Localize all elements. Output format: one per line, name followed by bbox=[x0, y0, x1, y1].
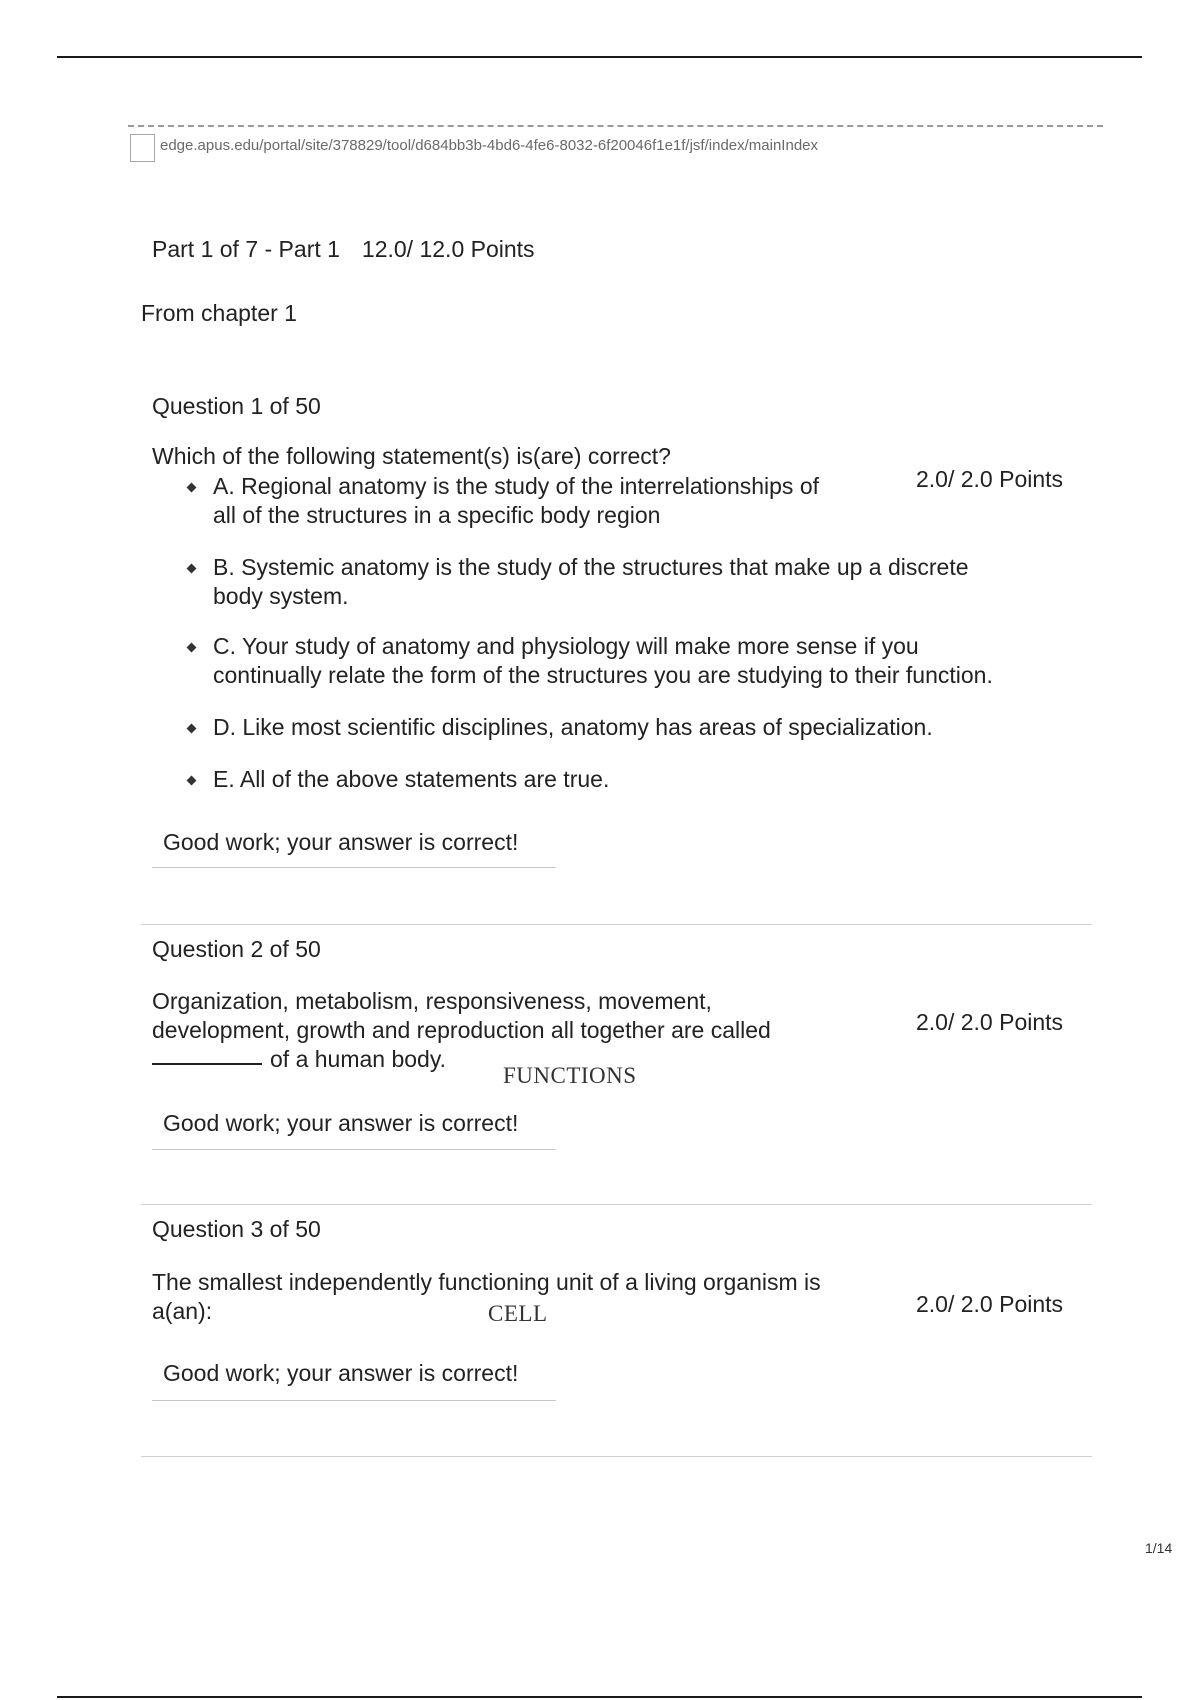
page-url[interactable]: edge.apus.edu/portal/site/378829/tool/d684bb3b-4bd6-4fe6-8032-6f20046f1e1f/jsf/index/mainIndex bbox=[160, 137, 819, 154]
question-2-text: Organization, metabolism, responsiveness, movement, development, growth and reproduction all together are called of a human body. bbox=[152, 988, 771, 1072]
question-1-feedback-underline bbox=[152, 867, 556, 868]
part-description: From chapter 1 bbox=[141, 300, 297, 326]
page-icon bbox=[130, 134, 155, 162]
part-title: Part 1 of 7 - Part 1 bbox=[152, 236, 340, 262]
question-separator bbox=[141, 1204, 1092, 1205]
question-3-points: 2.0/ 2.0 Points bbox=[916, 1291, 1064, 1317]
part-heading bbox=[152, 236, 535, 263]
question-separator bbox=[141, 924, 1092, 925]
question-2-points: 2.0/ 2.0 Points bbox=[916, 1009, 1064, 1035]
question-1-points: 2.0/ 2.0 Points bbox=[916, 466, 1064, 492]
page-cut-line bbox=[128, 125, 1103, 127]
question-3-feedback-underline bbox=[152, 1400, 556, 1401]
answer-blank bbox=[152, 1063, 262, 1065]
question-1-text: Which of the following statement(s) is(are) correct? bbox=[152, 443, 671, 469]
question-2-answer: FUNCTIONS bbox=[503, 1063, 637, 1088]
question-3-answer: CELL bbox=[488, 1301, 548, 1326]
question-separator bbox=[141, 1456, 1092, 1457]
question-2-feedback: Good work; your answer is correct! bbox=[163, 1110, 519, 1136]
page-number: 1/14 bbox=[1145, 1540, 1173, 1556]
page-top-rule bbox=[57, 56, 1142, 58]
question-2-header: Question 2 of 50 bbox=[152, 936, 321, 962]
question-3-header: Question 3 of 50 bbox=[152, 1216, 321, 1242]
page-bottom-rule bbox=[57, 1696, 1142, 1698]
part-points: 12.0/ 12.0 Points bbox=[361, 236, 535, 262]
question-3-text: The smallest independently functioning unit of a living organism is a(an): bbox=[152, 1269, 821, 1324]
question-2-feedback-underline bbox=[152, 1149, 556, 1150]
question-3-feedback: Good work; your answer is correct! bbox=[163, 1360, 519, 1386]
question-1-header: Question 1 of 50 bbox=[152, 393, 321, 419]
question-1-feedback: Good work; your answer is correct! bbox=[163, 829, 519, 855]
